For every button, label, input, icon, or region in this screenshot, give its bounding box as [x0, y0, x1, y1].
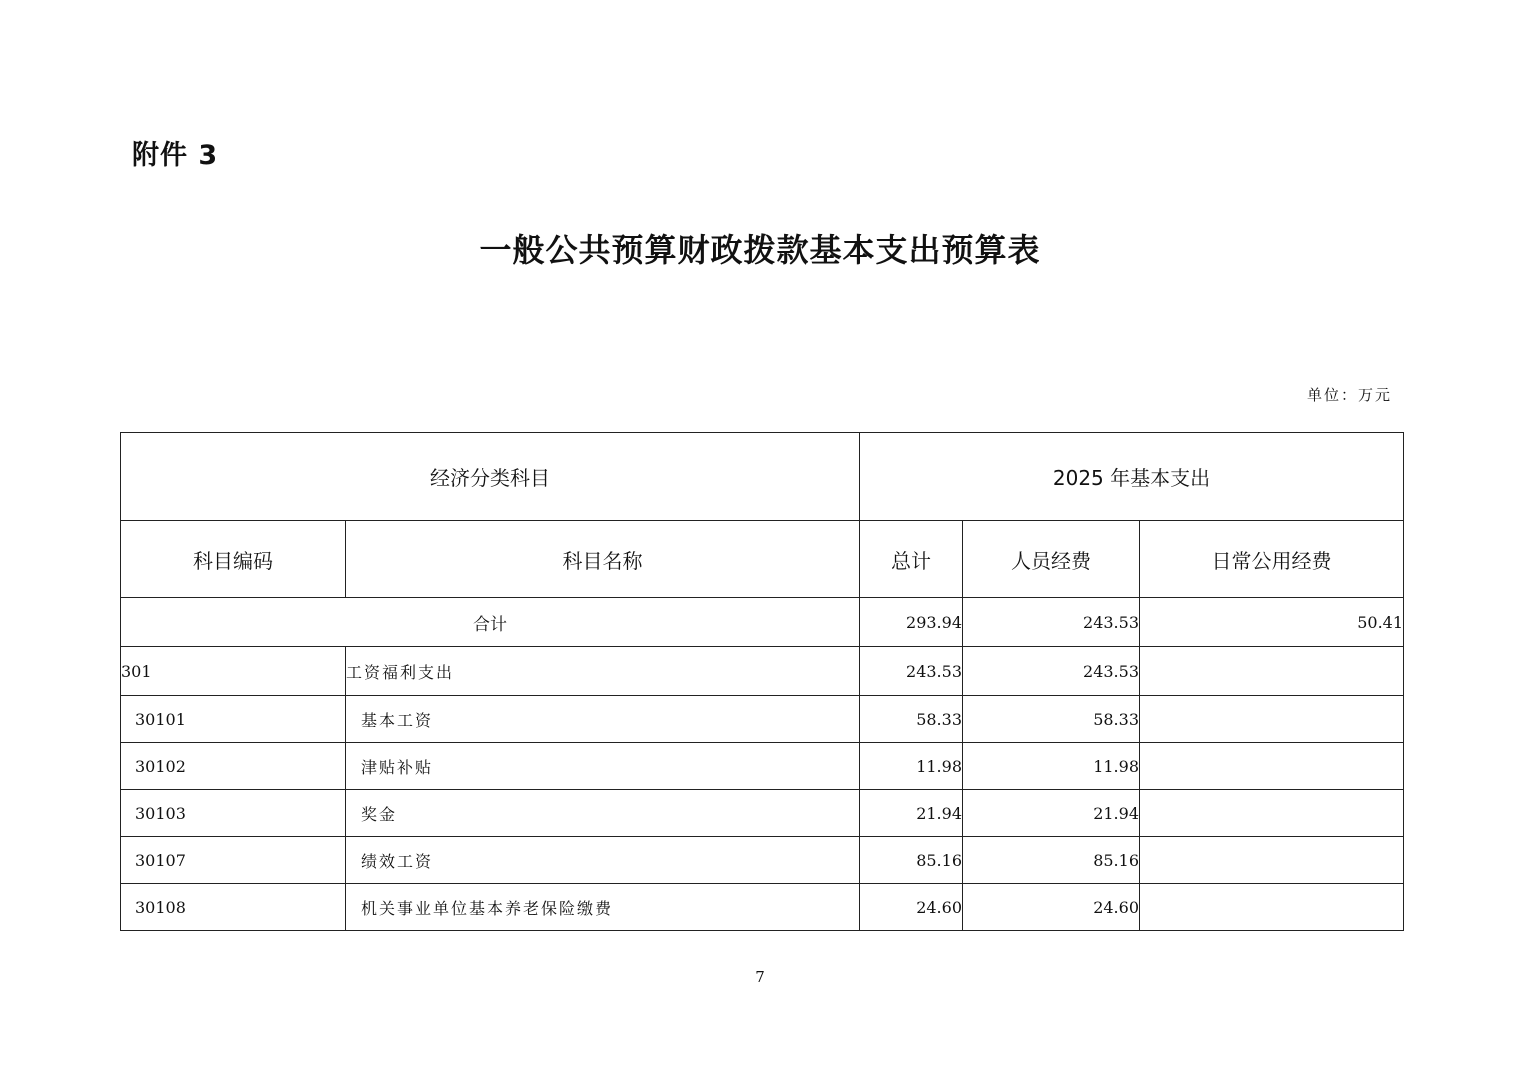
- header-year-basic-expenditure: 2025 年基本支出: [860, 433, 1404, 521]
- table-row: [121, 884, 1404, 931]
- row-total: 243.53: [860, 647, 963, 696]
- row-personnel: 58.33: [963, 696, 1140, 743]
- table-row: [121, 647, 1404, 696]
- row-code: 30103: [121, 790, 346, 837]
- row-personnel: 243.53: [963, 647, 1140, 696]
- row-personnel: 24.60: [963, 884, 1140, 931]
- column-header-row: [121, 521, 1404, 598]
- table-row: [121, 790, 1404, 837]
- row-daily-public: [1140, 743, 1404, 790]
- table-row: [121, 696, 1404, 743]
- row-total: 85.16: [860, 837, 963, 884]
- header-total: 总计: [860, 521, 963, 598]
- row-name: 津贴补贴: [346, 743, 860, 790]
- row-daily-public: [1140, 647, 1404, 696]
- header-name: 科目名称: [346, 521, 860, 598]
- row-code: 30102: [121, 743, 346, 790]
- table-row: [121, 837, 1404, 884]
- row-daily-public: [1140, 790, 1404, 837]
- total-total: 293.94: [860, 598, 963, 647]
- header-personnel: 人员经费: [963, 521, 1140, 598]
- budget-table: [120, 432, 1404, 931]
- group-header-row: [121, 433, 1404, 521]
- total-personnel: 243.53: [963, 598, 1140, 647]
- page-title: 一般公共预算财政拨款基本支出预算表: [479, 231, 1041, 269]
- row-code: 30101: [121, 696, 346, 743]
- row-personnel: 21.94: [963, 790, 1140, 837]
- row-name: 基本工资: [346, 696, 860, 743]
- row-personnel: 85.16: [963, 837, 1140, 884]
- row-code: 301: [121, 647, 346, 696]
- row-daily-public: [1140, 837, 1404, 884]
- header-daily-public: 日常公用经费: [1140, 521, 1404, 598]
- row-code: 30108: [121, 884, 346, 931]
- row-name: 机关事业单位基本养老保险缴费: [346, 884, 860, 931]
- row-daily-public: [1140, 884, 1404, 931]
- page-number: 7: [755, 968, 765, 986]
- row-name: 绩效工资: [346, 837, 860, 884]
- row-total: 24.60: [860, 884, 963, 931]
- row-personnel: 11.98: [963, 743, 1140, 790]
- unit-label: 单位：万元: [1306, 386, 1392, 404]
- row-code: 30107: [121, 837, 346, 884]
- row-total: 58.33: [860, 696, 963, 743]
- total-label: 合计: [121, 598, 860, 647]
- row-daily-public: [1140, 696, 1404, 743]
- row-name: 奖金: [346, 790, 860, 837]
- row-name: 工资福利支出: [346, 647, 860, 696]
- row-total: 21.94: [860, 790, 963, 837]
- header-code: 科目编码: [121, 521, 346, 598]
- attachment-label: 附件 3: [132, 140, 219, 171]
- row-total: 11.98: [860, 743, 963, 790]
- table-row: [121, 743, 1404, 790]
- header-economic-category: 经济分类科目: [121, 433, 860, 521]
- total-row: [121, 598, 1404, 647]
- total-daily-public: 50.41: [1140, 598, 1404, 647]
